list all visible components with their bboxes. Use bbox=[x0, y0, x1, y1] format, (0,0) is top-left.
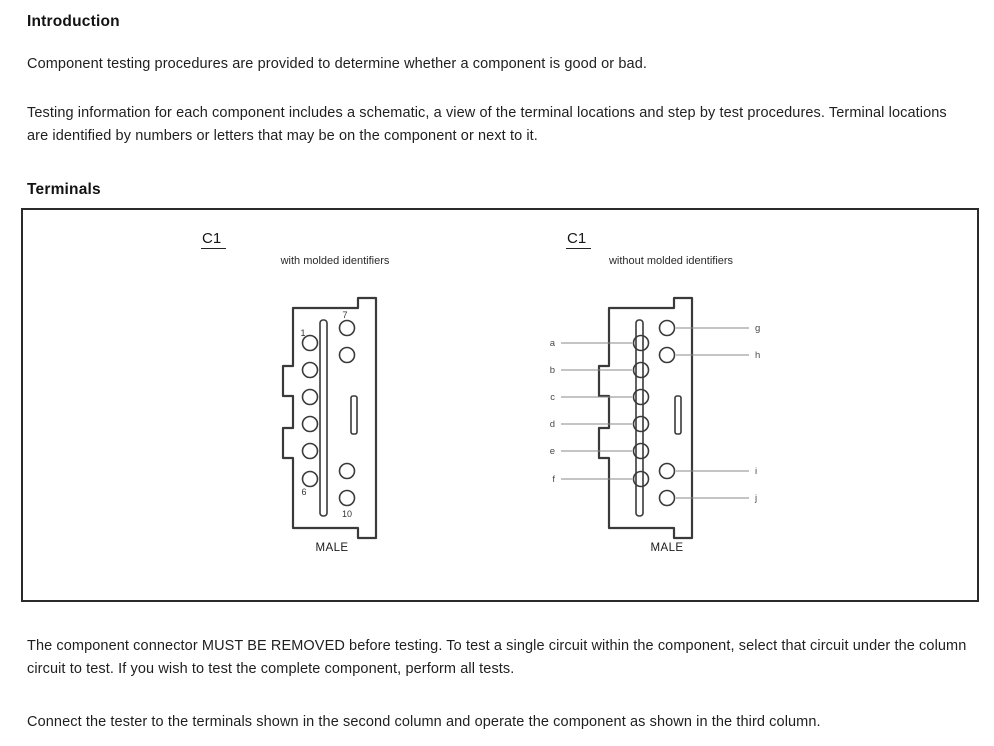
connector-body-outline bbox=[283, 298, 376, 538]
left-connector-id-label bbox=[201, 230, 226, 249]
left-connector-drawing bbox=[263, 288, 393, 548]
terminal-column-right bbox=[660, 321, 675, 506]
pin-label-i: i bbox=[755, 466, 758, 477]
testing-paragraph-2: Connect the tester to the terminals shown in the second column and operate the component as shown in the third column. bbox=[27, 714, 821, 730]
terminal-circle bbox=[660, 348, 675, 363]
pin-label-c: c bbox=[550, 392, 555, 403]
pin-label-g: g bbox=[755, 323, 761, 334]
right-leader-lines bbox=[676, 328, 749, 498]
right-connector-gender-label: MALE bbox=[650, 542, 684, 554]
intro-paragraph-2: Testing information for each component includes a schematic, a view of the terminal locations and step by test procedures. Terminal locations are identified by numbers or letters that may be on the component or next to it. bbox=[27, 105, 947, 144]
pin-label-f: f bbox=[552, 474, 555, 485]
right-connector-id-label bbox=[566, 230, 591, 249]
left-connector-id-text: C1 bbox=[201, 230, 226, 249]
pin-label-7: 7 bbox=[342, 310, 348, 320]
pin-label-6: 6 bbox=[301, 487, 307, 497]
intro-heading: Introduction bbox=[27, 13, 120, 30]
terminal-circle bbox=[340, 348, 355, 363]
pin-label-d: d bbox=[549, 419, 555, 430]
pin-label-a: a bbox=[549, 338, 555, 349]
terminal-circle bbox=[660, 464, 675, 479]
right-connector-drawing bbox=[499, 288, 799, 548]
right-connector-caption: without molded identifiers bbox=[608, 255, 734, 267]
right-connector-id-text: C1 bbox=[566, 230, 591, 249]
left-connector-gender-label: MALE bbox=[315, 542, 349, 554]
terminal-circle bbox=[660, 321, 675, 336]
terminal-circle bbox=[340, 464, 355, 479]
terminal-circle bbox=[303, 363, 318, 378]
left-leader-lines bbox=[561, 343, 632, 479]
pin-label-1: 1 bbox=[300, 328, 306, 338]
pin-label-b: b bbox=[549, 365, 555, 376]
pin-label-h: h bbox=[755, 350, 761, 361]
pin-label-e: e bbox=[549, 446, 555, 457]
intro-paragraph-1: Component testing procedures are provided to determine whether a component is good or bad. bbox=[27, 56, 647, 72]
terminal-circle bbox=[660, 491, 675, 506]
terminal-circle bbox=[340, 491, 355, 506]
pin-label-j: j bbox=[755, 493, 758, 504]
testing-paragraph-1: The component connector MUST BE REMOVED before testing. To test a single circuit within the component, select that circuit under the column circuit to test. If you wish to test the complete component, perform all tests. bbox=[27, 638, 967, 677]
connector-key-slot bbox=[675, 396, 681, 434]
terminal-column-left bbox=[303, 336, 318, 487]
left-connector-caption: with molded identifiers bbox=[280, 255, 390, 267]
terminal-circle bbox=[340, 321, 355, 336]
terminals-heading: Terminals bbox=[27, 181, 101, 198]
terminal-circle bbox=[303, 472, 318, 487]
pin-label-10: 10 bbox=[341, 509, 353, 519]
connector-center-rib bbox=[320, 320, 327, 516]
terminal-circle bbox=[303, 390, 318, 405]
connector-key-slot bbox=[351, 396, 357, 434]
terminal-circle bbox=[303, 444, 318, 459]
terminals-diagram-box bbox=[21, 208, 979, 602]
terminal-circle bbox=[303, 417, 318, 432]
terminal-column-right bbox=[340, 321, 355, 506]
